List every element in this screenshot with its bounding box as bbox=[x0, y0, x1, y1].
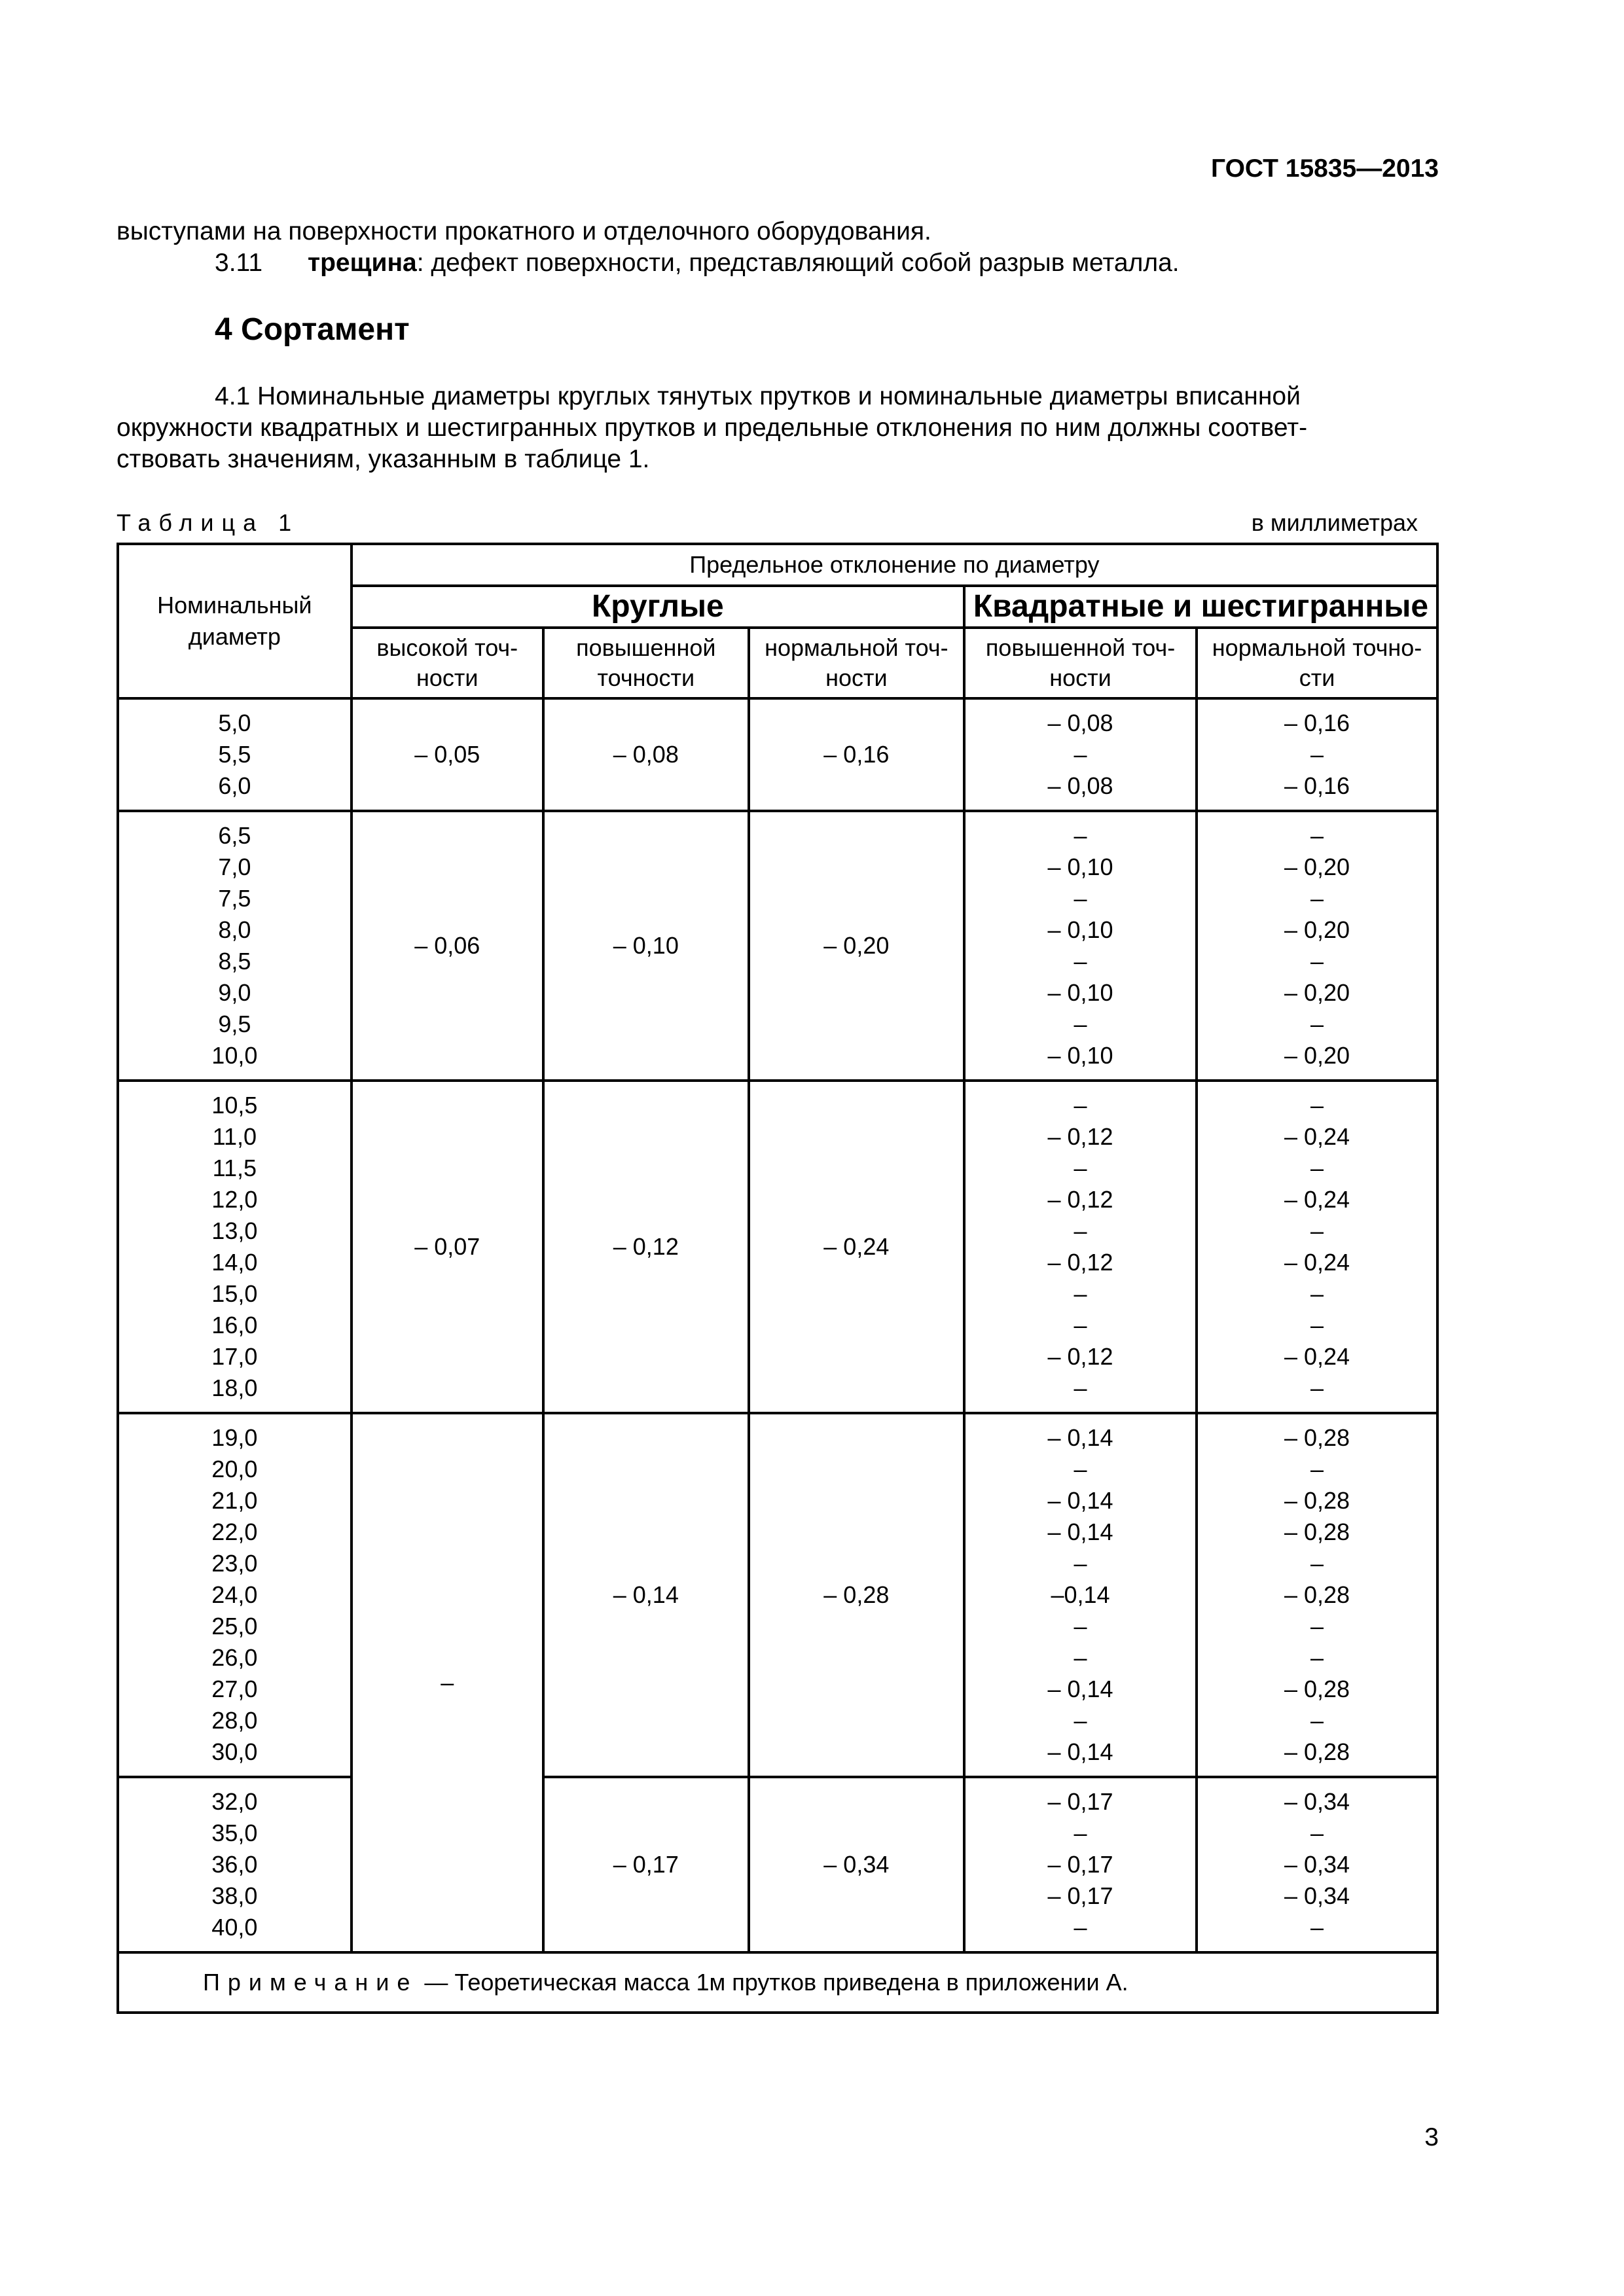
diameter-value: 17,0 bbox=[211, 1343, 258, 1370]
sq-normal-cell bbox=[1197, 698, 1437, 811]
sq-normal-value: – bbox=[1310, 1312, 1324, 1338]
sq-increased-value: – bbox=[1074, 1011, 1087, 1037]
normal-accuracy-value: – 0,34 bbox=[749, 1777, 964, 1952]
sq-normal-value: – bbox=[1310, 885, 1324, 912]
header-round: Круглые bbox=[352, 586, 964, 628]
sq-increased-value: – 0,14 bbox=[1047, 1518, 1113, 1545]
diameter-value: 9,5 bbox=[218, 1011, 251, 1037]
sq-increased-value: – bbox=[1074, 1613, 1087, 1640]
diameter-value: 9,0 bbox=[218, 979, 251, 1006]
diameter-value: 19,0 bbox=[211, 1424, 258, 1451]
diameter-value: 7,5 bbox=[218, 885, 251, 912]
sq-increased-value: – 0,10 bbox=[1047, 853, 1113, 880]
sq-normal-value: – 0,28 bbox=[1284, 1581, 1350, 1608]
sq-increased-value: – 0,10 bbox=[1047, 979, 1113, 1006]
table-row bbox=[118, 811, 1437, 1081]
sq-normal-cell bbox=[1197, 1081, 1437, 1413]
diameters-cell bbox=[118, 1081, 352, 1413]
sq-increased-value: – bbox=[1074, 1280, 1087, 1307]
sq-increased-value: – 0,14 bbox=[1047, 1424, 1113, 1451]
high-accuracy-value: – 0,05 bbox=[352, 698, 543, 811]
table-note bbox=[118, 1952, 1437, 2013]
sq-normal-value: – bbox=[1310, 1374, 1324, 1401]
sq-normal-value: – 0,28 bbox=[1284, 1676, 1350, 1702]
increased-accuracy-value: – 0,17 bbox=[543, 1777, 749, 1952]
table-row bbox=[118, 698, 1437, 811]
diameters-cell bbox=[118, 811, 352, 1081]
sq-normal-value: – 0,28 bbox=[1284, 1424, 1350, 1451]
diameter-value: 36,0 bbox=[211, 1851, 258, 1878]
diameter-value: 5,0 bbox=[218, 709, 251, 736]
sq-increased-value: – bbox=[1074, 1374, 1087, 1401]
sq-normal-value: – 0,16 bbox=[1284, 709, 1350, 736]
high-accuracy-value: – bbox=[352, 1413, 543, 1952]
sq-increased-value: – 0,10 bbox=[1047, 1042, 1113, 1069]
para-41-line-1: 4.1 Номинальные диаметры круглых тянутых прутков и номинальные диаметры вписанной bbox=[215, 382, 1301, 410]
sq-increased-value: – bbox=[1074, 741, 1087, 768]
sq-normal-value: – 0,24 bbox=[1284, 1123, 1350, 1150]
sq-increased-value: – bbox=[1074, 1217, 1087, 1244]
diameter-value: 38,0 bbox=[211, 1882, 258, 1909]
diameter-value: 22,0 bbox=[211, 1518, 258, 1545]
header-high-accuracy: высокой точ-ности bbox=[352, 628, 543, 698]
sq-increased-value: – bbox=[1074, 948, 1087, 975]
diameters-cell bbox=[118, 698, 352, 811]
sq-normal-value: – bbox=[1310, 1550, 1324, 1577]
sq-normal-value: – 0,28 bbox=[1284, 1518, 1350, 1545]
diameter-value: 8,5 bbox=[218, 948, 251, 975]
sq-increased-value: – bbox=[1074, 1550, 1087, 1577]
diameter-value: 11,0 bbox=[212, 1123, 257, 1150]
diameter-value: 8,0 bbox=[218, 916, 251, 943]
sq-normal-value: – 0,20 bbox=[1284, 1042, 1350, 1069]
diameter-value: 15,0 bbox=[211, 1280, 258, 1307]
clause-311 bbox=[308, 247, 1180, 279]
sq-increased-value: – 0,10 bbox=[1047, 916, 1113, 943]
diameter-value: 23,0 bbox=[211, 1550, 258, 1577]
sq-normal-value: – bbox=[1310, 1011, 1324, 1037]
sq-increased-value: – 0,14 bbox=[1047, 1487, 1113, 1514]
sq-normal-cell bbox=[1197, 1777, 1437, 1952]
sq-normal-value: – 0,34 bbox=[1284, 1882, 1350, 1909]
sq-normal-value: – 0,24 bbox=[1284, 1343, 1350, 1370]
sq-normal-value: – bbox=[1310, 1155, 1324, 1181]
sq-normal-value: – 0,28 bbox=[1284, 1487, 1350, 1514]
diameter-value: 11,5 bbox=[212, 1155, 257, 1181]
diameter-value: 21,0 bbox=[211, 1487, 258, 1514]
header-sq-increased-accuracy: повышенной точ-ности bbox=[964, 628, 1197, 698]
sq-normal-value: – 0,20 bbox=[1284, 916, 1350, 943]
clause-311-definition: : дефект поверхности, представляющий собой разрыв металла. bbox=[416, 249, 1180, 277]
sq-increased-value: – 0,12 bbox=[1047, 1186, 1113, 1213]
sq-increased-cell bbox=[964, 1777, 1197, 1952]
sq-increased-value: – bbox=[1074, 822, 1087, 849]
section-title: 4 Сортамент bbox=[215, 312, 410, 347]
high-accuracy-value: – 0,07 bbox=[352, 1081, 543, 1413]
sq-normal-value: – bbox=[1310, 1613, 1324, 1640]
sq-increased-cell bbox=[964, 698, 1197, 811]
header-increased-accuracy: повышенной точности bbox=[543, 628, 749, 698]
table-caption: Таблица 1 bbox=[117, 509, 300, 536]
sq-increased-value: – 0,17 bbox=[1047, 1851, 1113, 1878]
sq-increased-value: – 0,14 bbox=[1047, 1738, 1113, 1765]
diameter-value: 26,0 bbox=[211, 1644, 258, 1671]
diameters-cell bbox=[118, 1413, 352, 1777]
sq-increased-value: – bbox=[1074, 1312, 1087, 1338]
diameter-value: 12,0 bbox=[211, 1186, 258, 1213]
diameter-value: 14,0 bbox=[211, 1249, 258, 1276]
sq-normal-value: – 0,24 bbox=[1284, 1186, 1350, 1213]
sq-increased-cell bbox=[964, 1413, 1197, 1777]
diameter-value: 6,5 bbox=[218, 822, 251, 849]
para-41-line-2: окружности квадратных и шестигранных прутков и предельные отклонения по ним должны соответ- bbox=[117, 414, 1308, 442]
sq-increased-value: – bbox=[1074, 885, 1087, 912]
sq-increased-cell bbox=[964, 811, 1197, 1081]
deviation-table bbox=[117, 543, 1439, 2014]
normal-accuracy-value: – 0,24 bbox=[749, 1081, 964, 1413]
sq-normal-value: – bbox=[1310, 1280, 1324, 1307]
sq-increased-value: – 0,14 bbox=[1047, 1676, 1113, 1702]
diameter-value: 18,0 bbox=[211, 1374, 258, 1401]
sq-normal-value: – 0,24 bbox=[1284, 1249, 1350, 1276]
diameter-value: 10,0 bbox=[211, 1042, 258, 1069]
diameter-value: 7,0 bbox=[218, 853, 251, 880]
increased-accuracy-value: – 0,12 bbox=[543, 1081, 749, 1413]
diameter-value: 35,0 bbox=[211, 1820, 258, 1846]
normal-accuracy-value: – 0,16 bbox=[749, 698, 964, 811]
sq-increased-value: – bbox=[1074, 1456, 1087, 1482]
sq-increased-value: – 0,08 bbox=[1047, 772, 1113, 799]
sq-increased-value: – 0,08 bbox=[1047, 709, 1113, 736]
diameter-value: 27,0 bbox=[211, 1676, 258, 1702]
note-label: Примечание bbox=[203, 1969, 418, 1996]
sq-increased-value: – bbox=[1074, 1092, 1087, 1119]
header-nominal-diameter: Номинальный диаметр bbox=[118, 544, 352, 698]
diameter-value: 13,0 bbox=[211, 1217, 258, 1244]
header-deviation: Предельное отклонение по диаметру bbox=[352, 544, 1437, 586]
sq-increased-value: – 0,12 bbox=[1047, 1343, 1113, 1370]
increased-accuracy-value: – 0,14 bbox=[543, 1413, 749, 1777]
sq-normal-value: – bbox=[1310, 1707, 1324, 1734]
diameter-value: 24,0 bbox=[211, 1581, 258, 1608]
sq-increased-value: – bbox=[1074, 1820, 1087, 1846]
sq-increased-value: – 0,12 bbox=[1047, 1249, 1113, 1276]
page-number: 3 bbox=[1424, 2123, 1439, 2151]
normal-accuracy-value: – 0,28 bbox=[749, 1413, 964, 1777]
sq-normal-value: – bbox=[1310, 741, 1324, 768]
diameter-value: 30,0 bbox=[211, 1738, 258, 1765]
table-row bbox=[118, 1413, 1437, 1777]
sq-normal-value: – 0,34 bbox=[1284, 1851, 1350, 1878]
increased-accuracy-value: – 0,10 bbox=[543, 811, 749, 1081]
sq-increased-value: –0,14 bbox=[1051, 1581, 1110, 1608]
sq-normal-value: – bbox=[1310, 948, 1324, 975]
sq-normal-value: – 0,34 bbox=[1284, 1788, 1350, 1815]
sq-normal-value: – 0,16 bbox=[1284, 772, 1350, 799]
sq-increased-value: – bbox=[1074, 1707, 1087, 1734]
clause-311-term: трещина bbox=[308, 249, 417, 277]
sq-normal-value: – bbox=[1310, 822, 1324, 849]
high-accuracy-value: – 0,06 bbox=[352, 811, 543, 1081]
para-41-line-3: ствовать значениям, указанным в таблице 1. bbox=[117, 445, 650, 473]
sq-increased-cell bbox=[964, 1081, 1197, 1413]
sq-increased-value: – bbox=[1074, 1155, 1087, 1181]
sq-increased-value: – 0,12 bbox=[1047, 1123, 1113, 1150]
diameter-value: 25,0 bbox=[211, 1613, 258, 1640]
header-normal-accuracy: нормальной точ-ности bbox=[749, 628, 964, 698]
diameter-value: 20,0 bbox=[211, 1456, 258, 1482]
diameter-value: 10,5 bbox=[211, 1092, 258, 1119]
sq-normal-cell bbox=[1197, 1413, 1437, 1777]
sq-increased-value: – bbox=[1074, 1644, 1087, 1671]
increased-accuracy-value: – 0,08 bbox=[543, 698, 749, 811]
sq-normal-value: – 0,28 bbox=[1284, 1738, 1350, 1765]
sq-normal-value: – 0,20 bbox=[1284, 979, 1350, 1006]
sq-increased-value: – 0,17 bbox=[1047, 1788, 1113, 1815]
sq-normal-value: – 0,20 bbox=[1284, 853, 1350, 880]
sq-normal-value: – bbox=[1310, 1456, 1324, 1482]
sq-normal-value: – bbox=[1310, 1644, 1324, 1671]
document-id: ГОСТ 15835—2013 bbox=[1211, 154, 1439, 183]
text-line-1: выступами на поверхности прокатного и отделочного оборудования. bbox=[117, 217, 931, 245]
table-units: в миллиметрах bbox=[1251, 509, 1418, 536]
table-note-row bbox=[118, 1952, 1437, 2013]
sq-increased-value: – bbox=[1074, 1914, 1087, 1941]
clause-311-number: 3.11 bbox=[215, 249, 263, 277]
sq-normal-value: – bbox=[1310, 1820, 1324, 1846]
sq-normal-value: – bbox=[1310, 1092, 1324, 1119]
table-row bbox=[118, 1777, 1437, 1952]
diameter-value: 40,0 bbox=[211, 1914, 258, 1941]
diameter-value: 5,5 bbox=[218, 741, 251, 768]
table-row bbox=[118, 1081, 1437, 1413]
diameter-value: 32,0 bbox=[211, 1788, 258, 1815]
header-sq-normal-accuracy: нормальной точно-сти bbox=[1197, 628, 1437, 698]
header-square-hex: Квадратные и шестигранные bbox=[964, 586, 1437, 628]
sq-increased-value: – 0,17 bbox=[1047, 1882, 1113, 1909]
sq-normal-value: – bbox=[1310, 1217, 1324, 1244]
sq-normal-cell bbox=[1197, 811, 1437, 1081]
diameter-value: 28,0 bbox=[211, 1707, 258, 1734]
diameter-value: 16,0 bbox=[211, 1312, 258, 1338]
normal-accuracy-value: – 0,20 bbox=[749, 811, 964, 1081]
diameter-value: 6,0 bbox=[218, 772, 251, 799]
sq-normal-value: – bbox=[1310, 1914, 1324, 1941]
note-text: — Теоретическая масса 1м прутков приведена в приложении А. bbox=[418, 1969, 1128, 1996]
diameters-cell bbox=[118, 1777, 352, 1952]
